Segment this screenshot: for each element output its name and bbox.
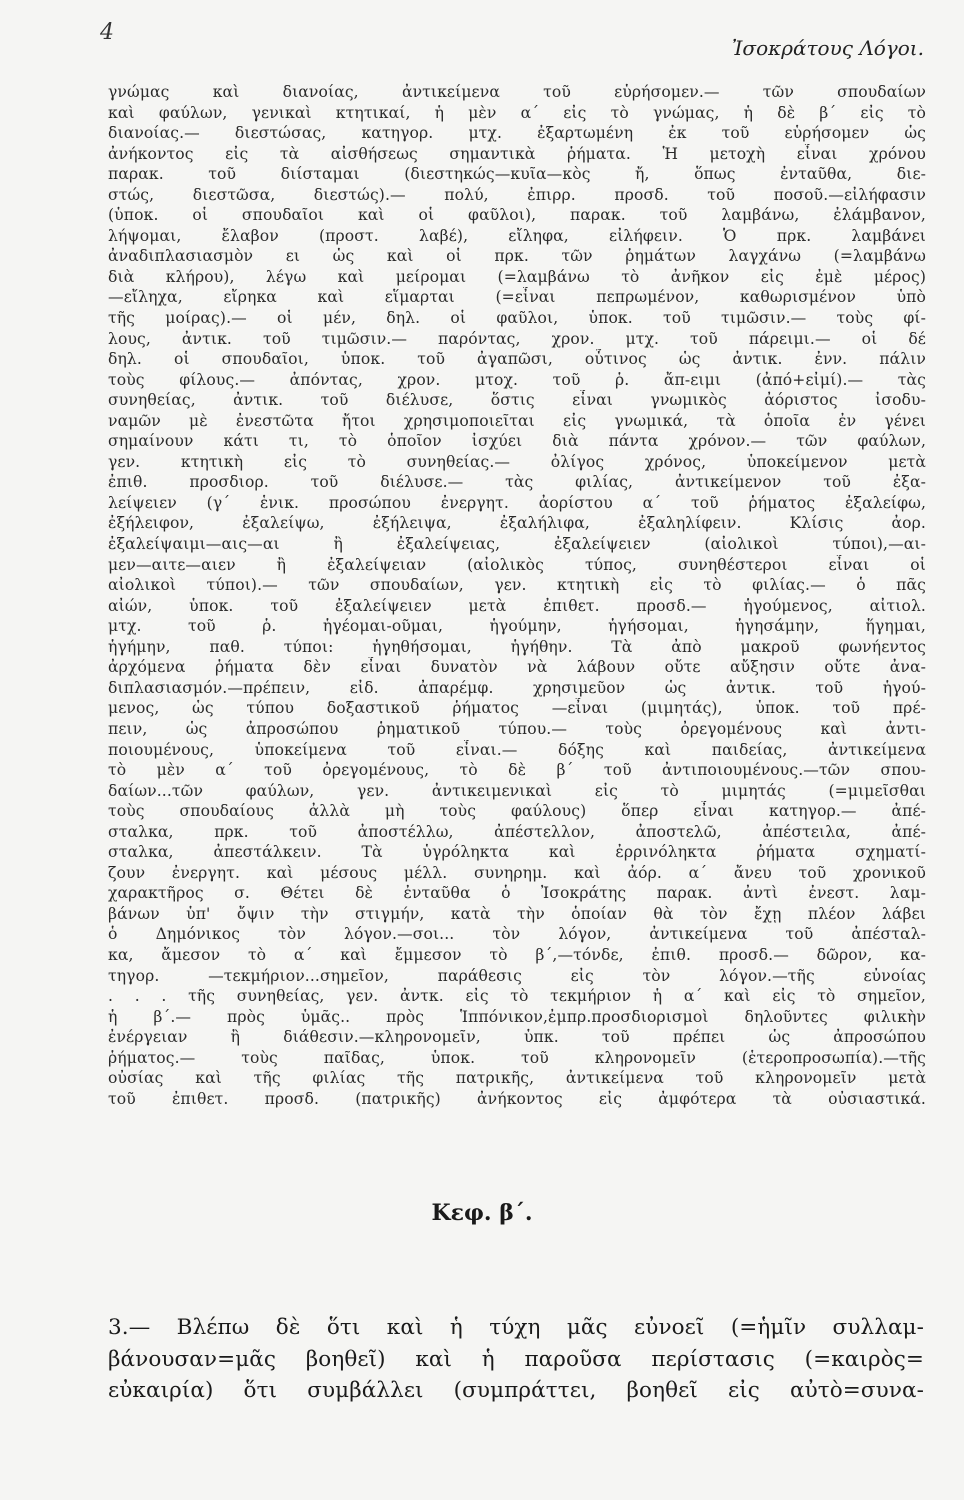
text-line: πειν, ὡς ἀπροσώπου ῥηματικοῦ τύπου.— τοὺς ὀρεγομένους καὶ ἀντι- xyxy=(108,719,926,738)
text-line: γνώμας καὶ διανοίας, ἀντικείμενα τοῦ εὑρήσομεν.— τῶν σπουδαίων xyxy=(108,83,926,101)
text-line: τὸ μὲν α΄ τοῦ ὀρεγομένους, τὸ δὲ β΄ τοῦ ἀντιποιουμένους.—τῶν σπου- xyxy=(108,761,926,780)
paragraph-line: βάνουσαν=μᾶς βοηθεῖ) καὶ ἡ παροῦσα περίστασις (=καιρὸς= xyxy=(108,1346,924,1372)
text-line: αἰολικοὶ τύποι).— τῶν σπουδαίων, γεν. κτητικὴ εἰς τὸ φιλίας.— ὁ πᾶς xyxy=(108,576,926,595)
text-line: ῥήματος.— τοὺς παῖδας, ὑποκ. τοῦ κληρονομεῖν (ἑτεροπροσωπία).—τῆς xyxy=(108,1048,926,1067)
text-line: (ὑποκ. οἱ σπουδαῖοι καὶ οἱ φαῦλοι), παρακ. τοῦ λαμβάνω, ἐλάμβανον, xyxy=(108,206,926,225)
text-line: τοὺς φίλους.— ἀπόντας, χρον. μτοχ. τοῦ ῥ. ἄπ-ειμι (ἀπό+εἰμί).— τὰς xyxy=(108,370,926,389)
paragraph-line: 3.— Βλέπω δὲ ὅτι καὶ ἡ τύχη μᾶς εὐνοεῖ (=ἡμῖν συλλαμ- xyxy=(108,1315,924,1340)
commentary-text xyxy=(108,82,926,1109)
text-line: μτχ. τοῦ ῥ. ἡγέομαι-οῦμαι, ἡγούμην, ἡγήσομαι, ἡγησάμην, ἥγημαι, xyxy=(108,617,926,636)
text-line: —εἴληχα, εἴρηκα καὶ εἵμαρται (=εἶναι πεπρωμένον, καθωρισμένον ὑπὸ xyxy=(108,288,926,307)
text-line: ἐξαλείψαιμι—αις—αι ἢ ἐξαλείψειας, ἐξαλείψειεν (αἰολικοὶ τύποι),—αι- xyxy=(108,535,926,554)
text-line: ἀνήκοντος εἰς τὰ αἰσθήσεως σημαντικὰ ῥήματα. Ἡ μετοχὴ εἶναι χρόνου xyxy=(108,144,926,163)
section-paragraph xyxy=(108,1312,924,1407)
text-line: ναμῶν μὲ ἐνεστῶτα ἤτοι χρησιμοποιεῖται εἰς γνωμικά, τὰ ὁποῖα ἐν γένει xyxy=(108,411,926,430)
page-number: 4 xyxy=(100,20,114,45)
text-line: . . . τῆς συνηθείας, γεν. ἀντκ. εἰς τὸ τεκμήριον ἡ α΄ καὶ εἰς τὸ σημεῖον, xyxy=(108,987,926,1006)
text-line: ὁ Δημόνικος τὸν λόγον.—σοι... τὸν λόγον, ἀντικείμενα τοῦ ἀπέσταλ- xyxy=(108,925,926,944)
paragraph-line: εὐκαιρία) ὅτι συμβάλλει (συμπράττει, βοηθεῖ εἰς αὐτὸ=συνα- xyxy=(108,1378,924,1403)
text-line: γεν. κτητικὴ εἰς τὸ συνηθείας.— ὀλίγος χρόνος, ὑποκείμενον μετὰ xyxy=(108,452,926,471)
text-line: ἐξήλειφον, ἐξαλείψω, ἐξήλειψα, ἐξαλήλιφα, ἐξαληλίφειν. Κλίσις ἀορ. xyxy=(108,514,926,533)
text-line: μενος, ὡς τύπου δοξαστικοῦ ῥήματος —εἶναι (μιμητάς), ὑποκ. τοῦ πρέ- xyxy=(108,699,926,718)
text-line: βάνων ὑπ' ὄψιν τὴν στιγμήν, κατὰ τὴν ὁποίαν θὰ τὸν ἔχῃ πλέον λάβει xyxy=(108,904,926,923)
running-title: Ἰσοκράτους Λόγοι. xyxy=(732,36,924,60)
text-line: διὰ κλήρου), λέγω καὶ μείρομαι (=λαμβάνω τὸ ἀνῆκον εἰς ἐμὲ μέρος) xyxy=(108,267,926,286)
text-line: λείψειεν (γ΄ ἑνικ. προσώπου ἐνεργητ. ἀορίστου α΄ τοῦ ῥήματος ἐξαλείφω, xyxy=(108,493,926,512)
text-line: ζουν ἐνεργητ. καὶ μέσους μέλλ. συνηρημ. καὶ ἀόρ. α΄ ἄνευ τοῦ χρονικοῦ xyxy=(108,863,926,882)
text-line: τοῦ ἐπιθετ. προσδ. (πατρικῆς) ἀνήκοντος εἰς ἀμφότερα τὰ οὐσιαστικά. xyxy=(108,1089,926,1108)
chapter-heading: Κεφ. β΄. xyxy=(431,1200,533,1226)
text-line: τηγορ. —τεκμήριον...σημεῖον, παράθεσις εἰς τὸν λόγον.—τῆς εὐνοίας xyxy=(108,966,926,985)
text-line: λήψομαι, ἔλαβον (προστ. λαβέ), εἴληφα, εἰλήφειν. Ὁ πρκ. λαμβάνει xyxy=(108,226,926,245)
text-line: δηλ. οἱ σπουδαῖοι, ὑποκ. τοῦ ἀγαπῶσι, οὗτινος ὡς ἀντικ. ἐνν. πάλιν xyxy=(108,350,926,369)
text-line: χαρακτῆρος σ. Θέτει δὲ ἐνταῦθα ὁ Ἰσοκράτης παρακ. ἀντὶ ἐνεστ. λαμ- xyxy=(108,884,926,903)
text-line: συνηθείας, ἀντικ. τοῦ διέλυσε, ὅστις εἶναι γνωμικὸς ἀόριστος ἰσοδυ- xyxy=(108,391,926,410)
text-line: μεν—αιτε—αιεν ἢ ἐξαλείψειαν (αἰολικὸς τύπος, συνηθέστεροι εἶναι οἱ xyxy=(108,555,926,574)
text-line: δαίων...τῶν φαύλων, γεν. ἀντικειμενικαὶ εἰς τὸ μιμητάς (=μιμεῖσθαι xyxy=(108,781,926,800)
text-line: ἐνέργειαν ἢ διάθεσιν.—κληρονομεῖν, ὑπκ. τοῦ πρέπει ὡς ἀπροσώπου xyxy=(108,1028,926,1047)
text-line: ἐπιθ. προσδιορ. τοῦ διέλυσε.— τὰς φιλίας, ἀντικείμενον τοῦ ἐξα- xyxy=(108,473,926,492)
text-line: σταλκα, ἀπεστάλκειν. Τὰ ὑγρόληκτα καὶ ἐρρινόληκτα ῥήματα σχηματί- xyxy=(108,843,926,862)
text-line: σταλκα, πρκ. τοῦ ἀποστέλλω, ἀπέστελλον, ἀποστελῶ, ἀπέστειλα, ἀπέ- xyxy=(108,822,926,841)
text-line: σημαίνουν κάτι τι, τὸ ὁποῖον ἰσχύει διὰ πάντα χρόνον.— τῶν φαύλων, xyxy=(108,432,926,451)
text-line: ἀναδιπλασιασμὸν ει ὡς καὶ οἱ πρκ. τῶν ῥημάτων λαγχάνω (=λαμβάνω xyxy=(108,247,926,266)
text-line: κα, ἄμεσον τὸ α΄ καὶ ἔμμεσον τὸ β΄,—τόνδε, ἐπιθ. προσδ.— δῶρον, κα- xyxy=(108,945,926,964)
text-line: διπλασιασμόν.—πρέπειν, εἰδ. ἀπαρέμφ. χρησιμεῦον ὡς ἀντικ. τοῦ ἡγού- xyxy=(108,678,926,697)
text-line: οὐσίας καὶ τῆς φιλίας τῆς πατρικῆς, ἀντικείμενα τοῦ κληρονομεῖν μετὰ xyxy=(108,1069,926,1088)
text-line: στώς, διεστῶσα, διεστώς).— πολύ, ἐπιρρ. προσδ. τοῦ ποσοῦ.—εἰλήφασιν xyxy=(108,185,926,204)
text-line: ἡγήμην, παθ. τύποι: ἡγηθήσομαι, ἡγήθην. Τὰ ἀπὸ μακροῦ φωνήεντος xyxy=(108,637,926,656)
text-line: καὶ φαύλων, γενικαὶ κτητικαί, ἡ μὲν α΄ εἰς τὸ γνώμας, ἡ δὲ β΄ εἰς τὸ xyxy=(108,103,926,122)
text-line: ἡ β΄.— πρὸς ὑμᾶς.. πρὸς Ἱππόνικον,ἐμπρ.προσδιορισμοὶ δηλοῦντες φιλικὴν xyxy=(108,1007,926,1026)
text-line: λους, ἀντικ. τοῦ τιμῶσιν.— παρόντας, χρον. μτχ. τοῦ πάρειμι.— οἱ δέ xyxy=(108,329,926,348)
text-line: διανοίας.— διεστώσας, κατηγορ. μτχ. ἐξαρτωμένη ἐκ τοῦ εὑρήσομεν ὡς xyxy=(108,124,926,143)
text-line: τοὺς σπουδαίους ἀλλὰ μὴ τοὺς φαύλους) ὅπερ εἶναι κατηγορ.— ἀπέ- xyxy=(108,802,926,821)
text-line: αἰών, ὑποκ. τοῦ ἐξαλείψειεν μετὰ ἐπιθετ. προσδ.— ἡγούμενος, αἰτιολ. xyxy=(108,596,926,615)
text-line: τῆς μοίρας).— οἱ μέν, δηλ. οἱ φαῦλοι, ὑποκ. τοῦ τιμῶσιν.— τοὺς φί- xyxy=(108,309,926,328)
text-line: ποιουμένους, ὑποκείμενα τοῦ εἶναι.— δόξης καὶ παιδείας, ἀντικείμενα xyxy=(108,740,926,759)
text-line: παρακ. τοῦ διίσταμαι (διεστηκώς—κυῖα—κὸς ἤ, ὅπως ἐνταῦθα, διε- xyxy=(108,165,926,184)
text-line: ἀρχόμενα ῥήματα δὲν εἶναι δυνατὸν νὰ λάβουν οὔτε αὔξησιν οὔτε ἀνα- xyxy=(108,658,926,677)
